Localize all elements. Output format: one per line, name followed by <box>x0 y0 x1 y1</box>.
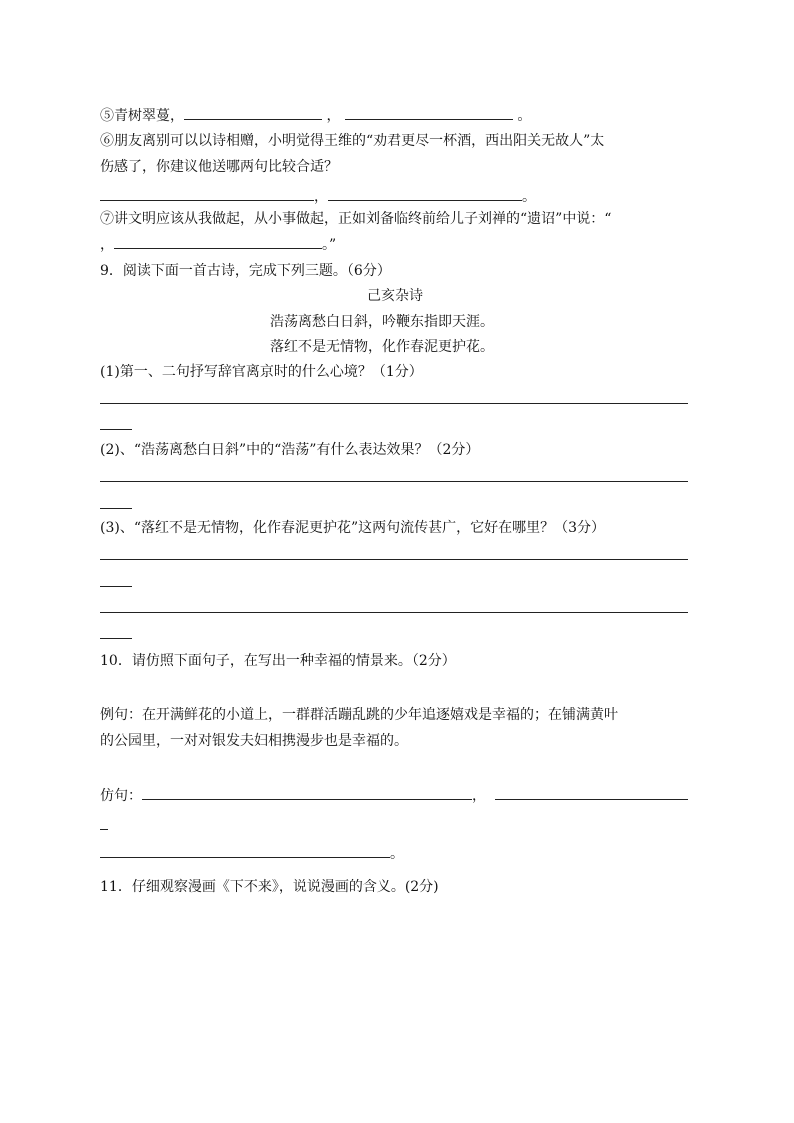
item6-end: 。 <box>522 189 536 205</box>
q11-heading: 11．仔细观察漫画《下不来》，说说漫画的含义。(2分) <box>100 879 439 895</box>
answer-line[interactable] <box>100 403 688 404</box>
answer-blank[interactable] <box>114 234 322 249</box>
poem-line-1: 浩荡离愁白日斜，吟鞭东指即天涯。 <box>270 314 494 330</box>
answer-line-tail[interactable] <box>100 508 132 509</box>
item5-comma: ， <box>326 108 341 124</box>
q9-heading: 9．阅读下面一首古诗，完成下列三题。（6分） <box>100 263 391 279</box>
item7-line1: ⑦讲文明应该从我做起，从小事做起，正如刘备临终前给儿子刘禅的“遗诏”中说：“ <box>100 211 612 227</box>
answer-line-tail[interactable] <box>100 429 132 430</box>
q10-answer-end: 。 <box>390 846 404 862</box>
item6-line2: 伤感了，你建议他送哪两句比较合适？ <box>100 159 338 175</box>
q10-answer-line <box>100 785 486 806</box>
answer-blank[interactable] <box>100 186 314 201</box>
q10-answer-prefix: 仿句： <box>100 788 142 804</box>
item5-period: 。 <box>517 108 532 124</box>
q10-example-line1: 例句：在开满鲜花的小道上，一群群活蹦乱跳的少年追逐嬉戏是幸福的；在铺满黄叶 <box>100 707 618 723</box>
answer-blank[interactable] <box>345 105 513 120</box>
q10-heading: 10．请仿照下面句子，在写出一种幸福的情景来。（2分） <box>100 653 456 669</box>
answer-line[interactable] <box>100 612 688 613</box>
answer-line-tail[interactable] <box>100 638 132 639</box>
q9-sub1: (1)第一、二句抒写辞官离京时的什么心境？（1分） <box>100 364 423 380</box>
poem-line-2: 落红不是无情物，化作春泥更护花。 <box>270 339 494 355</box>
item6-sep: ， <box>314 189 328 205</box>
answer-line[interactable] <box>495 799 688 800</box>
answer-line-tail[interactable] <box>100 829 108 830</box>
q10-answer-sep: ， <box>472 788 486 804</box>
item6-line1: ⑥朋友离别可以以诗相赠，小明觉得王维的“劝君更尽一杯酒，西出阳关无故人”太 <box>100 133 605 149</box>
answer-line-tail[interactable] <box>100 586 132 587</box>
answer-line[interactable] <box>100 481 688 482</box>
answer-blank[interactable] <box>100 843 390 858</box>
item5-prefix: ⑤青树翠蔓， <box>100 108 184 124</box>
item7-start: ， <box>100 237 114 253</box>
answer-blank[interactable] <box>328 186 522 201</box>
item6-answer-line <box>100 186 536 207</box>
answer-blank[interactable] <box>184 105 322 120</box>
q9-sub2: (2)、“浩荡离愁白日斜”中的“浩荡”有什么表达效果？（2分） <box>100 442 480 458</box>
q10-answer-line2 <box>100 843 404 864</box>
q10-example-line2: 的公园里，一对对银发夫妇相携漫步也是幸福的。 <box>100 733 408 749</box>
item5-line <box>100 105 531 126</box>
item7-answer-line <box>100 234 336 255</box>
answer-blank[interactable] <box>142 785 472 800</box>
poem-title: 己亥杂诗 <box>367 288 423 304</box>
q9-sub3: (3)、“落红不是无情物，化作春泥更护花”这两句流传甚广，它好在哪里？（3分） <box>100 520 606 536</box>
item7-end: 。” <box>322 237 337 253</box>
answer-line[interactable] <box>100 559 688 560</box>
